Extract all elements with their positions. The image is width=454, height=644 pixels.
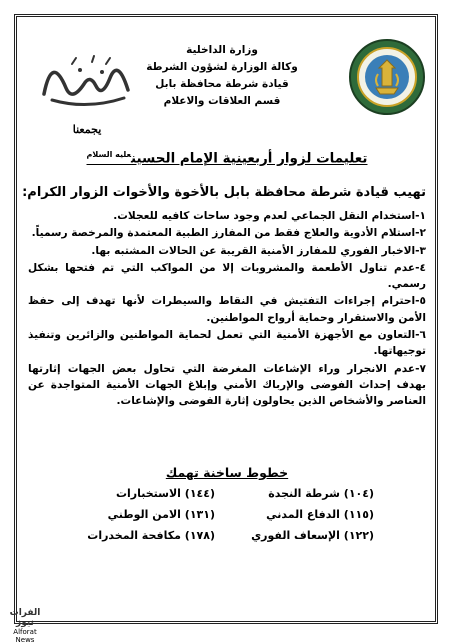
title-honorific: عليه السلام bbox=[86, 150, 132, 159]
instruction-item: ٢-استلام الأدوية والعلاج فقط من المفارز الطبية المعتمدة والمرخصة رسمياً. bbox=[31, 227, 426, 240]
ministry-heading bbox=[122, 42, 322, 110]
calligraphy-art bbox=[32, 44, 142, 118]
instruction-item: ١-استخدام النقل الجماعي لعدم وجود ساحات كافيه للعجلات. bbox=[113, 210, 426, 222]
ministry-line: قسم العلاقات والاعلام bbox=[163, 95, 281, 107]
hotline-item: (١٠٤) شرطة النجدة bbox=[268, 487, 374, 500]
hotlines-grid bbox=[80, 487, 374, 542]
instruction-item: ٤-عدم تناول الأطعمة والمشروبات إلا من المواكب التي تم فتحها بشكل رسمي. bbox=[28, 261, 426, 291]
calligraphy-slogan: يجمعنا bbox=[72, 123, 102, 136]
hotline-item: (١٢٢) الإسعاف الفوري bbox=[251, 529, 374, 542]
hotline-item: (١٤٤) الاستخبارات bbox=[115, 487, 215, 500]
watermark-name: الفرات نيوز bbox=[9, 608, 41, 628]
instruction-item: ٧-عدم الانجرار وراء الإشاعات المغرضة التي تحاول بعض الجهات إثارتها بهدف إحداث الفوضى والإرباك الأمني وإبلاغ الجهات الأمنية المتواجدة عن العناصر والأشخاص الذين يحاولون إثارة الفوضى والإشاعات. bbox=[28, 362, 426, 408]
instruction-item: ٥-احترام إجراءات التفتيش في النقاط والسيطرات لأنها تهدف إلى حفظ الأمن والاستقرار وحماية أرواح المواطنين. bbox=[28, 295, 426, 324]
instruction-item: ٦-التعاون مع الأجهزة الأمنية التي تعمل لحماية المواطنين والزائرين وتنفيذ توجيهاتها. bbox=[28, 329, 426, 358]
hotline-item: (١١٥) الدفاع المدني bbox=[266, 508, 374, 521]
instructions-list bbox=[28, 208, 426, 411]
ministry-line: وكالة الوزارة لشؤون الشرطة bbox=[146, 61, 298, 73]
hotline-item: (١٣١) الامن الوطني bbox=[107, 508, 215, 521]
title-text: تعليمات لزوار أربعينية الإمام الحسين bbox=[131, 150, 368, 167]
greeting-line: تهيب قيادة شرطة محافظة بابل بالأخوة والأخوات الزوار الكرام: bbox=[22, 185, 426, 200]
ministry-line: قيادة شرطة محافظة بابل bbox=[155, 78, 289, 90]
babylon-police-emblem-icon bbox=[348, 38, 426, 116]
calligraphy-logo bbox=[32, 44, 142, 136]
watermark-site: Alforat News bbox=[13, 628, 37, 644]
letterhead bbox=[20, 22, 434, 134]
hotline-item: (١٧٨) مكافحة المخدرات bbox=[87, 529, 215, 542]
ministry-line: وزارة الداخلية bbox=[186, 44, 258, 56]
news-watermark bbox=[4, 608, 46, 644]
hotlines-title: خطوط ساخنة تهمك bbox=[165, 465, 289, 480]
document-title bbox=[20, 150, 434, 167]
instruction-item: ٣-الاخبار الفوري للمفارز الأمنية القريبة عن الحالات المشتبه بها. bbox=[91, 244, 426, 257]
